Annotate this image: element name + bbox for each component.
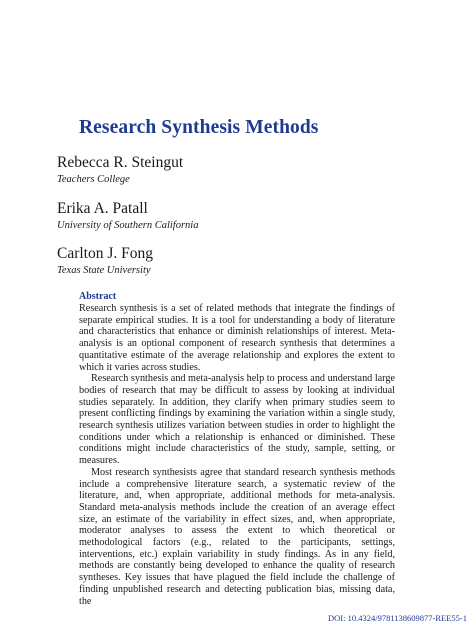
abstract-paragraph: Research synthesis is a set of related methods that integrate the findings of separate empirical studies. It is a tool for understanding a body of literature and characteristics that enhance or diminish relationships of interest. Meta-analysis is an optional component of research synthesis that determines a quantitative estimate of the average relationship and explores the extent to which it varies across studies. xyxy=(79,303,395,373)
author-entry xyxy=(57,200,198,233)
author-affiliation: University of Southern California xyxy=(57,220,199,231)
abstract-heading: Abstract xyxy=(79,291,117,302)
author-name: Carlton J. Fong xyxy=(57,245,154,262)
author-name: Erika A. Patall xyxy=(57,200,148,217)
abstract-body xyxy=(79,303,395,607)
abstract-paragraph: Research synthesis and meta-analysis help to process and understand large bodies of research that may be difficult to assess by looking at individual studies separately. In addition, they clarify when primary studies seem to present conflicting findings by examining the variation within a single study, research synthesis utilizes variation between studies in order to highlight the conditions under which a relationship is enhanced or diminished. These conditions might include characteristics of the study, sample, setting, or measures. xyxy=(79,373,395,467)
article-title: Research Synthesis Methods xyxy=(79,117,319,138)
doi-link[interactable]: DOI: 10.4324/9781138609877-REE55-1 xyxy=(328,613,467,623)
abstract-section xyxy=(79,291,395,607)
author-entry xyxy=(57,245,153,278)
abstract-paragraph: Most research synthesists agree that standard research synthesis methods include a comprehensive literature search, a systematic review of the literature, and, when appropriate, additional methods for meta-analysis. Standard meta-analysis methods include the creation of an average effect size, an estimate of the variability in effect sizes, and, when appropriate, moderator analyses to assess the extent to which theoretical or methodological factors (e.g., related to the participants, settings, interventions, etc.) explain variability in study findings. As in any field, methods are constantly being developed to enhance the quality of research syntheses. Key issues that have plagued the field include the challenge of finding unpublished research and detecting publication bias, missing data, the xyxy=(79,466,395,607)
author-entry xyxy=(57,154,183,187)
author-affiliation: Texas State University xyxy=(57,265,151,276)
author-affiliation: Teachers College xyxy=(57,174,130,185)
author-name: Rebecca R. Steingut xyxy=(57,154,184,171)
